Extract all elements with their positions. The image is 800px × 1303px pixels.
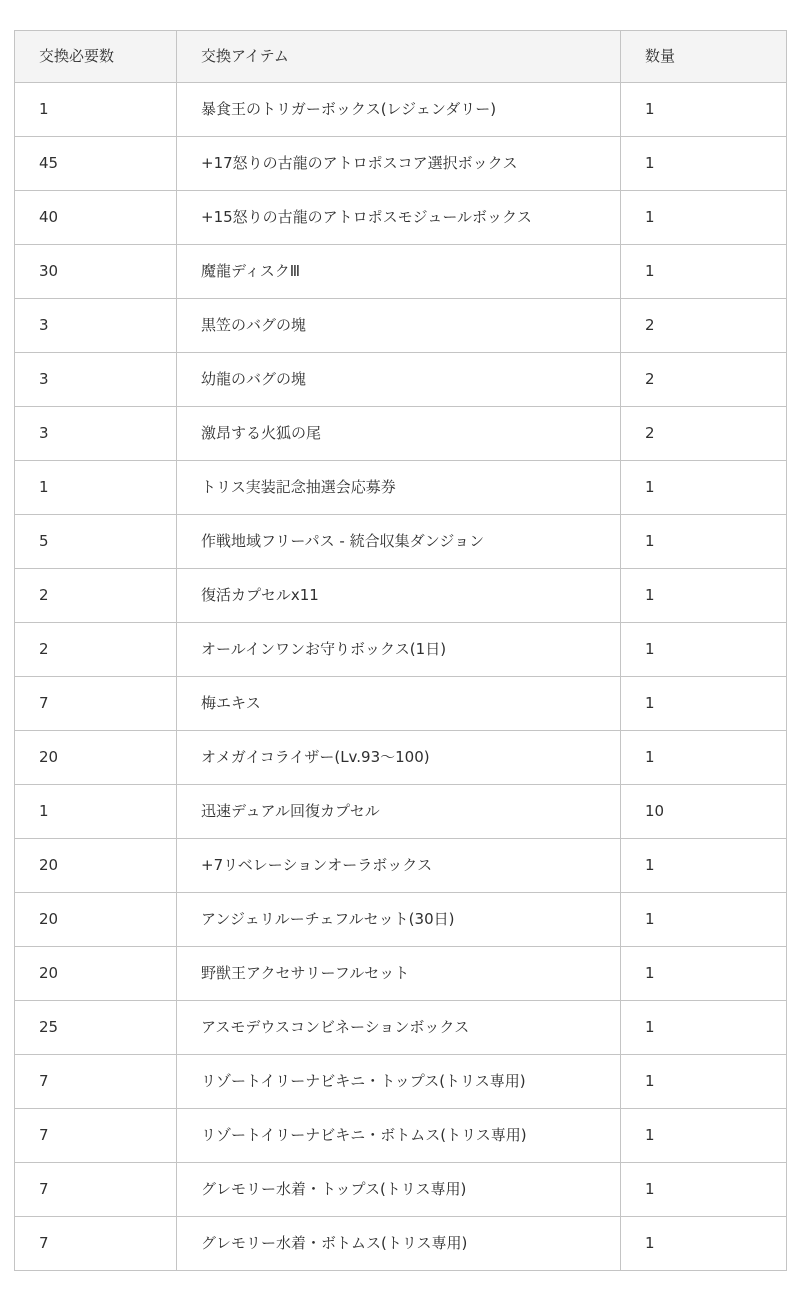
cell-required-count: 40 — [15, 191, 177, 245]
cell-quantity: 1 — [621, 623, 787, 677]
table-row — [15, 299, 787, 353]
cell-required-count: 30 — [15, 245, 177, 299]
column-header-exchange-required-count: 交換必要数 — [15, 31, 177, 83]
cell-item-name: 幼龍のバグの塊 — [177, 353, 621, 407]
table-row — [15, 1217, 787, 1271]
cell-item-name: 梅エキス — [177, 677, 621, 731]
cell-item-name: 迅速デュアル回復カプセル — [177, 785, 621, 839]
cell-item-name: アスモデウスコンビネーションボックス — [177, 1001, 621, 1055]
cell-required-count: 3 — [15, 407, 177, 461]
table-row — [15, 407, 787, 461]
cell-item-name: +7リベレーションオーラボックス — [177, 839, 621, 893]
table-row — [15, 83, 787, 137]
cell-item-name: 作戦地域フリーパス - 統合収集ダンジョン — [177, 515, 621, 569]
table-row — [15, 785, 787, 839]
table-row — [15, 731, 787, 785]
cell-item-name: 復活カプセルx11 — [177, 569, 621, 623]
cell-required-count: 7 — [15, 677, 177, 731]
cell-item-name: グレモリー水着・トップス(トリス専用) — [177, 1163, 621, 1217]
cell-item-name: +15怒りの古龍のアトロポスモジュールボックス — [177, 191, 621, 245]
cell-quantity: 2 — [621, 299, 787, 353]
cell-required-count: 7 — [15, 1055, 177, 1109]
table-row — [15, 623, 787, 677]
cell-required-count: 1 — [15, 461, 177, 515]
exchange-table — [14, 30, 787, 1271]
cell-required-count: 45 — [15, 137, 177, 191]
cell-item-name: リゾートイリーナビキニ・トップス(トリス専用) — [177, 1055, 621, 1109]
column-header-exchange-item: 交換アイテム — [177, 31, 621, 83]
table-row — [15, 569, 787, 623]
table-row — [15, 1001, 787, 1055]
cell-quantity: 1 — [621, 731, 787, 785]
table-row — [15, 893, 787, 947]
cell-required-count: 20 — [15, 839, 177, 893]
table-row — [15, 515, 787, 569]
cell-quantity: 10 — [621, 785, 787, 839]
cell-item-name: 魔龍ディスクⅢ — [177, 245, 621, 299]
table-row — [15, 245, 787, 299]
table-row — [15, 461, 787, 515]
cell-required-count: 2 — [15, 623, 177, 677]
cell-item-name: オールインワンお守りボックス(1日) — [177, 623, 621, 677]
cell-quantity: 1 — [621, 515, 787, 569]
cell-quantity: 1 — [621, 83, 787, 137]
cell-quantity: 1 — [621, 1217, 787, 1271]
cell-required-count: 25 — [15, 1001, 177, 1055]
cell-required-count: 3 — [15, 353, 177, 407]
table-row — [15, 677, 787, 731]
cell-quantity: 1 — [621, 569, 787, 623]
cell-item-name: 黒笠のバグの塊 — [177, 299, 621, 353]
table-row — [15, 839, 787, 893]
cell-quantity: 2 — [621, 353, 787, 407]
cell-quantity: 1 — [621, 839, 787, 893]
cell-quantity: 1 — [621, 1001, 787, 1055]
column-header-quantity: 数量 — [621, 31, 787, 83]
table-row — [15, 1163, 787, 1217]
cell-item-name: +17怒りの古龍のアトロポスコア選択ボックス — [177, 137, 621, 191]
cell-item-name: リゾートイリーナビキニ・ボトムス(トリス専用) — [177, 1109, 621, 1163]
cell-required-count: 20 — [15, 893, 177, 947]
table-row — [15, 353, 787, 407]
cell-required-count: 1 — [15, 785, 177, 839]
table-row — [15, 137, 787, 191]
table-body — [15, 83, 787, 1271]
cell-required-count: 5 — [15, 515, 177, 569]
cell-item-name: 暴食王のトリガーボックス(レジェンダリー) — [177, 83, 621, 137]
cell-required-count: 7 — [15, 1163, 177, 1217]
table-row — [15, 947, 787, 1001]
cell-quantity: 1 — [621, 461, 787, 515]
cell-quantity: 1 — [621, 1163, 787, 1217]
table-header-row — [15, 31, 787, 83]
table-row — [15, 1055, 787, 1109]
cell-item-name: アンジェリルーチェフルセット(30日) — [177, 893, 621, 947]
cell-quantity: 1 — [621, 191, 787, 245]
table-row — [15, 191, 787, 245]
cell-required-count: 20 — [15, 731, 177, 785]
cell-required-count: 20 — [15, 947, 177, 1001]
cell-item-name: オメガイコライザー(Lv.93〜100) — [177, 731, 621, 785]
table-row — [15, 1109, 787, 1163]
cell-quantity: 2 — [621, 407, 787, 461]
cell-required-count: 1 — [15, 83, 177, 137]
cell-quantity: 1 — [621, 947, 787, 1001]
cell-required-count: 3 — [15, 299, 177, 353]
cell-item-name: 野獣王アクセサリーフルセット — [177, 947, 621, 1001]
cell-item-name: トリス実装記念抽選会応募券 — [177, 461, 621, 515]
cell-quantity: 1 — [621, 1109, 787, 1163]
cell-item-name: 激昂する火狐の尾 — [177, 407, 621, 461]
cell-quantity: 1 — [621, 1055, 787, 1109]
cell-quantity: 1 — [621, 245, 787, 299]
cell-quantity: 1 — [621, 893, 787, 947]
cell-item-name: グレモリー水着・ボトムス(トリス専用) — [177, 1217, 621, 1271]
cell-required-count: 7 — [15, 1217, 177, 1271]
cell-required-count: 2 — [15, 569, 177, 623]
cell-quantity: 1 — [621, 677, 787, 731]
cell-quantity: 1 — [621, 137, 787, 191]
cell-required-count: 7 — [15, 1109, 177, 1163]
